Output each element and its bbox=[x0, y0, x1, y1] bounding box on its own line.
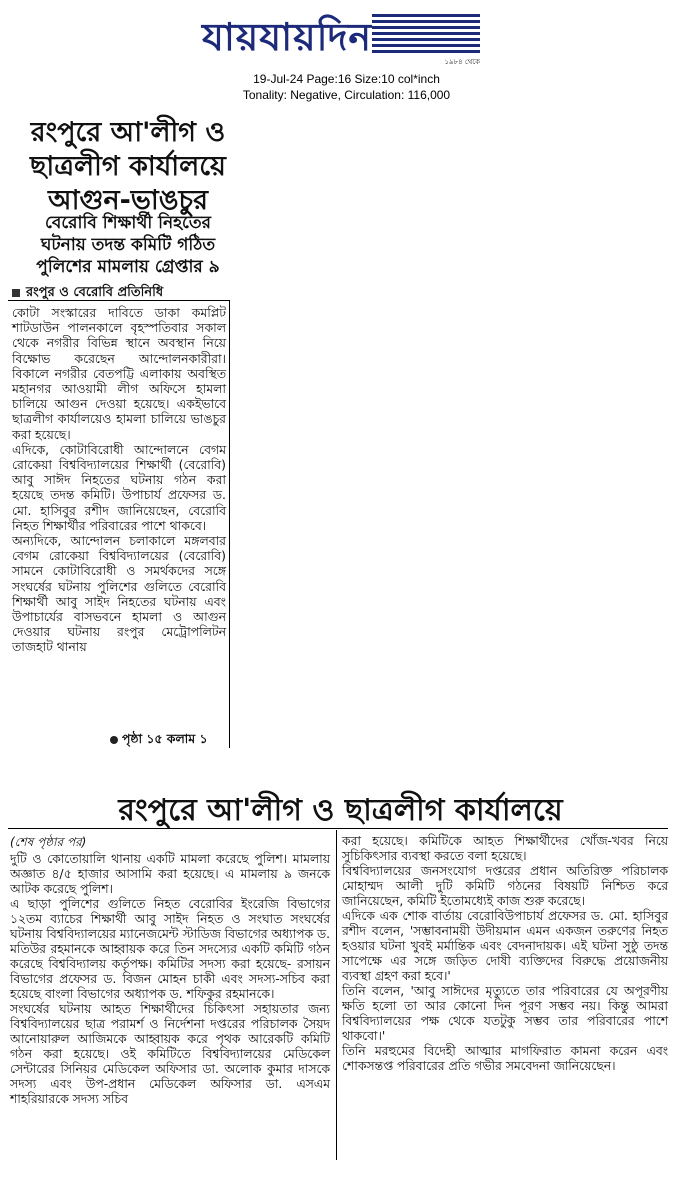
article2-column-divider bbox=[336, 830, 337, 1160]
article2-paragraph: এদিকে এক শোক বার্তায় বেরোবিউপাচার্য প্রফেসর ড. মো. হাসিবুর রশীদ বলেন, 'সম্ভাবনাময়ী উদীয়মান এমন একজন তরুণের নিহত হওয়ার ঘটনা খুবই মর্মান্তিক এবং বেদনাদায়ক। এই ঘটনা সুষ্ঠু তদন্ত সাপেক্ষে এর সঙ্গে জড়িত দোষী ব্যক্তিদের বিরুদ্ধে প্রয়োজনীয় ব্যবস্থা গ্রহণ করা হবে।' bbox=[342, 909, 668, 983]
masthead-since: ১৯৮৪ থেকে bbox=[444, 58, 480, 66]
article2-top-rule bbox=[8, 828, 668, 829]
article2-paragraph: বিশ্ববিদ্যালয়ের জনসংযোগ দপ্তরের প্রধান অতিরিক্ত পরিচালক মোহাম্মদ আলী দুটি কমিটি গঠনের বিষয়টি নিশ্চিত করে জানিয়েছেন, কমিটি ইতোমধ্যেই কাজ শুরু করেছে। bbox=[342, 864, 668, 908]
article1-paragraph: অন্যদিকে, আন্দোলন চলাকালে মঙ্গলবার বেগম রোকেয়া বিশ্ববিদ্যালয়ের (বেরোবি) সামনে কোটাবিরোধী ও সমর্থকদের সঙ্গে সংঘর্ষের ঘটনায় পুলিশের গুলিতে বেরোবি শিক্ষার্থী আবু সাইদ নিহতের ঘটনায় এবং উপাচার্যের বাসভবনে হামলা ও আগুন দেওয়ার ঘটনায় রংপুর মেট্রোপলিটন তাজহাট থানায় bbox=[12, 533, 226, 655]
article1-subhead-1: বেরোবি শিক্ষার্থী নিহতের bbox=[44, 213, 211, 233]
article2-headline: রংপুরে আ'লীগ ও ছাত্রলীগ কার্যালয়ে bbox=[118, 793, 563, 828]
article1-headline-line2: ছাত্রলীগ কার্যালয়ে bbox=[30, 151, 226, 182]
bullet-dot-icon bbox=[110, 736, 118, 744]
article1-subhead-3: পুলিশের মামলায় গ্রেপ্তার ৯ bbox=[36, 257, 220, 277]
article2-paragraph: করা হয়েছে। কমিটিকে আহত শিক্ষার্থীদের খোঁজ-খবর নিয়ে সুচিকিৎসার ব্যবস্থা করতে বলা হয়েছে। bbox=[342, 834, 668, 863]
newspaper-masthead bbox=[200, 6, 480, 68]
article2-column-2 bbox=[342, 834, 668, 1074]
article1-paragraph: এদিকে, কোটাবিরোধী আন্দোলনে বেগম রোকেয়া বিশ্ববিদ্যালয়ের শিক্ষার্থী (বেরোবি) আবু সাঈদ নিহতের ঘটনায় গঠন করা হয়েছে তদন্ত কমিটি। উপাচার্য প্রফেসর ড. মো. হাসিবুর রশীদ জানিয়েছেন, বেরোবি নিহত শিক্ষার্থীর পরিবারের পাশে থাকবে। bbox=[12, 441, 226, 533]
article2-paragraph: দুটি ও কোতোয়ালি থানায় একটি মামলা করেছে পুলিশ। মামলায় অজ্ঞাত ৪/৫ হাজার আসামি করা হয়েছে। এ মামলায় ৯ জনকে আটক করেছে পুলিশ। bbox=[10, 852, 330, 896]
article2-paragraph: তিনি বলেন, 'আবু সাঈদের মৃত্যুতে তার পরিবারের যে অপূরণীয় ক্ষতি হলো তা আর কোনো দিন পূরণ সম্ভব নয়। কিন্তু আমরা বিশ্ববিদ্যালয়ের পক্ষ থেকে যতটুকু সম্ভব তার পরিবারের পাশে থাকবো।' bbox=[342, 984, 668, 1043]
byline-text: রংপুর ও বেরোবি প্রতিনিধি bbox=[26, 285, 164, 300]
masthead-title: যায়যায়দিন bbox=[202, 15, 373, 59]
jump-text: পৃষ্ঠা ১৫ কলাম ১ bbox=[122, 731, 208, 746]
article1-paragraph: কোটা সংস্কারের দাবিতে ডাকা কমপ্লিট শাটডাউন পালনকালে বৃহস্পতিবার সকাল থেকে নগরীর বিভিন্ন স্থানে অবস্থান নিয়ে বিক্ষোভ করেছেন আন্দোলনকারীরা। বিকালে নগরীর বেতপট্টি এলাকায় অবস্থিত মহানগর আওয়ামী লীগ অফিসে হামলা চালিয়ে আগুন দেওয়া হয়েছে। একইভাবে ছাত্রলীগ কার্যালয়েও হামলা চালিয়ে ভাঙচুর করা হয়েছে। bbox=[12, 305, 226, 442]
article1-body bbox=[12, 305, 226, 655]
masthead-stripes bbox=[372, 14, 480, 56]
article1-jump-line bbox=[110, 731, 208, 751]
article1-subhead-2: ঘটনায় তদন্ত কমিটি গঠিত bbox=[40, 235, 216, 255]
article2-continued-from: (শেষ পৃষ্ঠার পর) bbox=[10, 835, 87, 849]
clipping-meta-tonality: Tonality: Negative, Circulation: 116,000 bbox=[242, 88, 451, 102]
article2-paragraph: তিনি মরহুমের বিদেহী আত্মার মাগফিরাত কামনা করেন এবং শোকসন্তপ্ত পরিবারের প্রতি গভীর সমবেদনা জানিয়েছেন। bbox=[342, 1044, 668, 1073]
article2-paragraph: সংঘর্ষের ঘটনায় আহত শিক্ষার্থীদের চিকিৎসা সহায়তার জন্য বিশ্ববিদ্যালয়ের ছাত্র পরামর্শ ও নির্দেশনা দপ্তরের পরিচালক সৈয়দ আনোয়ারুল আজিমকে আহ্বায়ক করে পৃথক আরেকটি কমিটি গঠন করা হয়েছে। ওই কমিটিতে বিশ্ববিদ্যালয়ের মেডিকেল সেন্টারের সিনিয়র মেডিকেল অফিসার ডা. অলোক কুমার দাসকে সদস্য এবং উপ-প্রধান মেডিকেল অফিসার ডা. এসএম শাহরিয়ারকে সদস্য সচিব bbox=[10, 1002, 330, 1106]
square-bullet-icon bbox=[12, 289, 20, 297]
article1-headline-line1: রংপুরে আ'লীগ ও bbox=[30, 117, 226, 148]
article1-headline-line3: আগুন-ভাঙচুর bbox=[48, 185, 208, 216]
article2-paragraph: এ ছাড়া পুলিশের গুলিতে নিহত বেরোবির ইংরেজি বিভাগের ১২তম ব্যাচের শিক্ষার্থী আবু সাইদ নিহত ও সংঘাত সংঘর্ষের ঘটনায় বিশ্ববিদ্যালয়ের ম্যানেজমেন্ট স্টাডিজ বিভাগের অধ্যাপক ড. মতিউর রহমানকে আহ্বায়ক করে তিন সদস্যের একটি কমিটি গঠন করেছে বিশ্ববিদ্যালয় কর্তৃপক্ষ। কমিটির সদস্য করা হয়েছে- রসায়ন বিভাগের প্রফেসর ড. বিজন মোহন চাকী এবং সদস্য-সচিব করা হয়েছে বাংলা বিভাগের অধ্যাপক ড. শফিকুর রহমানকে। bbox=[10, 897, 330, 1001]
article2-column-1 bbox=[10, 852, 330, 1107]
clipping-meta-size: 19-Jul-24 Page:16 Size:10 col*inch bbox=[253, 72, 440, 86]
